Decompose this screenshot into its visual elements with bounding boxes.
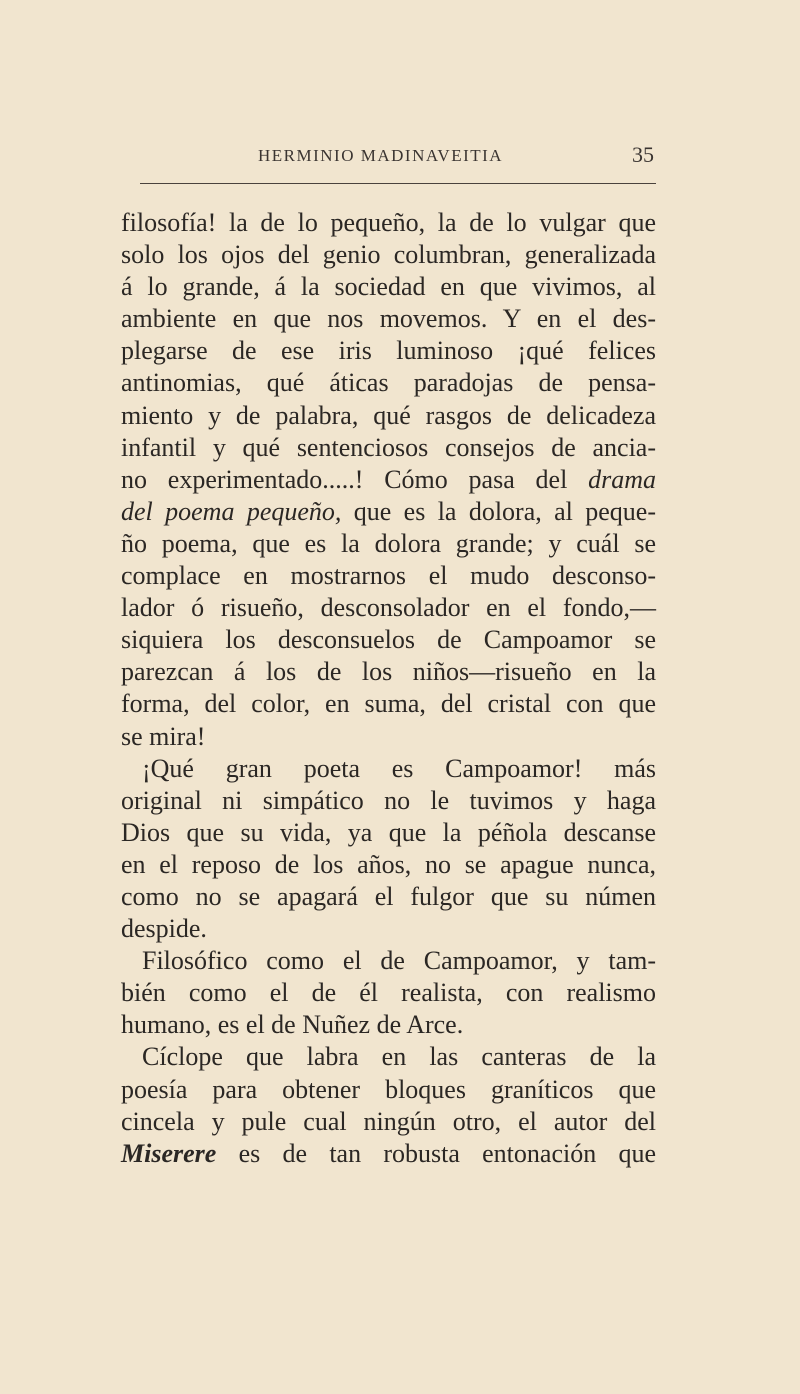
text-line: en el reposo de los años, no se apague nunca, <box>121 849 656 879</box>
text-line <box>121 464 656 496</box>
italic-title: drama <box>588 464 656 494</box>
text-line: complace en mostrarnos el mudo desconso- <box>121 561 656 591</box>
text-line: filosofía! la de lo pequeño, la de lo vulgar que <box>121 208 656 237</box>
running-title: HERMINIO MADINAVEITIA <box>258 146 504 165</box>
page-number: 35 <box>632 142 654 167</box>
text-line: ño poema, que es la dolora grande; y cuál se <box>121 528 656 558</box>
header-rule <box>140 183 656 184</box>
text-span: que es la dolora, al peque- <box>341 496 656 526</box>
text-line: despide. <box>121 914 207 944</box>
text-line <box>121 496 656 528</box>
text-line: siquiera los desconsuelos de Campoamor se <box>121 625 656 655</box>
text-line: ambiente en que nos movemos. Y en el des- <box>121 304 656 334</box>
text-line: ¡Qué gran poeta es Campoamor! más <box>142 753 656 783</box>
text-line: se mira! <box>121 721 206 751</box>
text-line: Dios que su vida, ya que la péñola descanse <box>121 817 656 847</box>
text-span: no experimentado.....! Cómo pasa del <box>121 464 568 494</box>
text-line: Filosófico como el de Campoamor, y tam- <box>142 946 656 976</box>
text-line: cincela y pule cual ningún otro, el autor del <box>121 1106 656 1136</box>
text-line: parezcan á los de los niños—risueño en la <box>121 657 656 687</box>
text-line: solo los ojos del genio columbran, generalizada <box>121 240 656 270</box>
text-line: miento y de palabra, qué rasgos de delicadeza <box>121 400 656 430</box>
text-line: á lo grande, á la sociedad en que vivimos, al <box>121 272 656 302</box>
text-line: humano, es el de Nuñez de Arce. <box>121 1010 464 1040</box>
text-span: es de tan robusta entonación que <box>238 1138 657 1168</box>
text-line: original ni simpático no le tuvimos y haga <box>121 785 656 815</box>
text-line: infantil y qué sentenciosos consejos de ancia- <box>121 432 656 462</box>
text-line <box>121 1138 656 1170</box>
body-text <box>121 207 656 1170</box>
text-line: forma, del color, en suma, del cristal con que <box>121 689 656 719</box>
text-line: Cíclope que labra en las canteras de la <box>142 1042 656 1072</box>
italic-title: Miserere <box>121 1138 217 1168</box>
running-head <box>118 140 654 170</box>
text-line: bién como el de él realista, con realismo <box>121 978 656 1008</box>
text-line: antinomias, qué áticas paradojas de pensa- <box>121 368 656 398</box>
text-line: plegarse de ese iris luminoso ¡qué felices <box>121 336 656 366</box>
text-line: poesía para obtener bloques graníticos que <box>121 1074 656 1104</box>
italic-title: del poema pequeño, <box>121 496 342 526</box>
text-line: lador ó risueño, desconsolador en el fondo,— <box>121 593 656 623</box>
text-line: como no se apagará el fulgor que su númen <box>121 881 656 911</box>
